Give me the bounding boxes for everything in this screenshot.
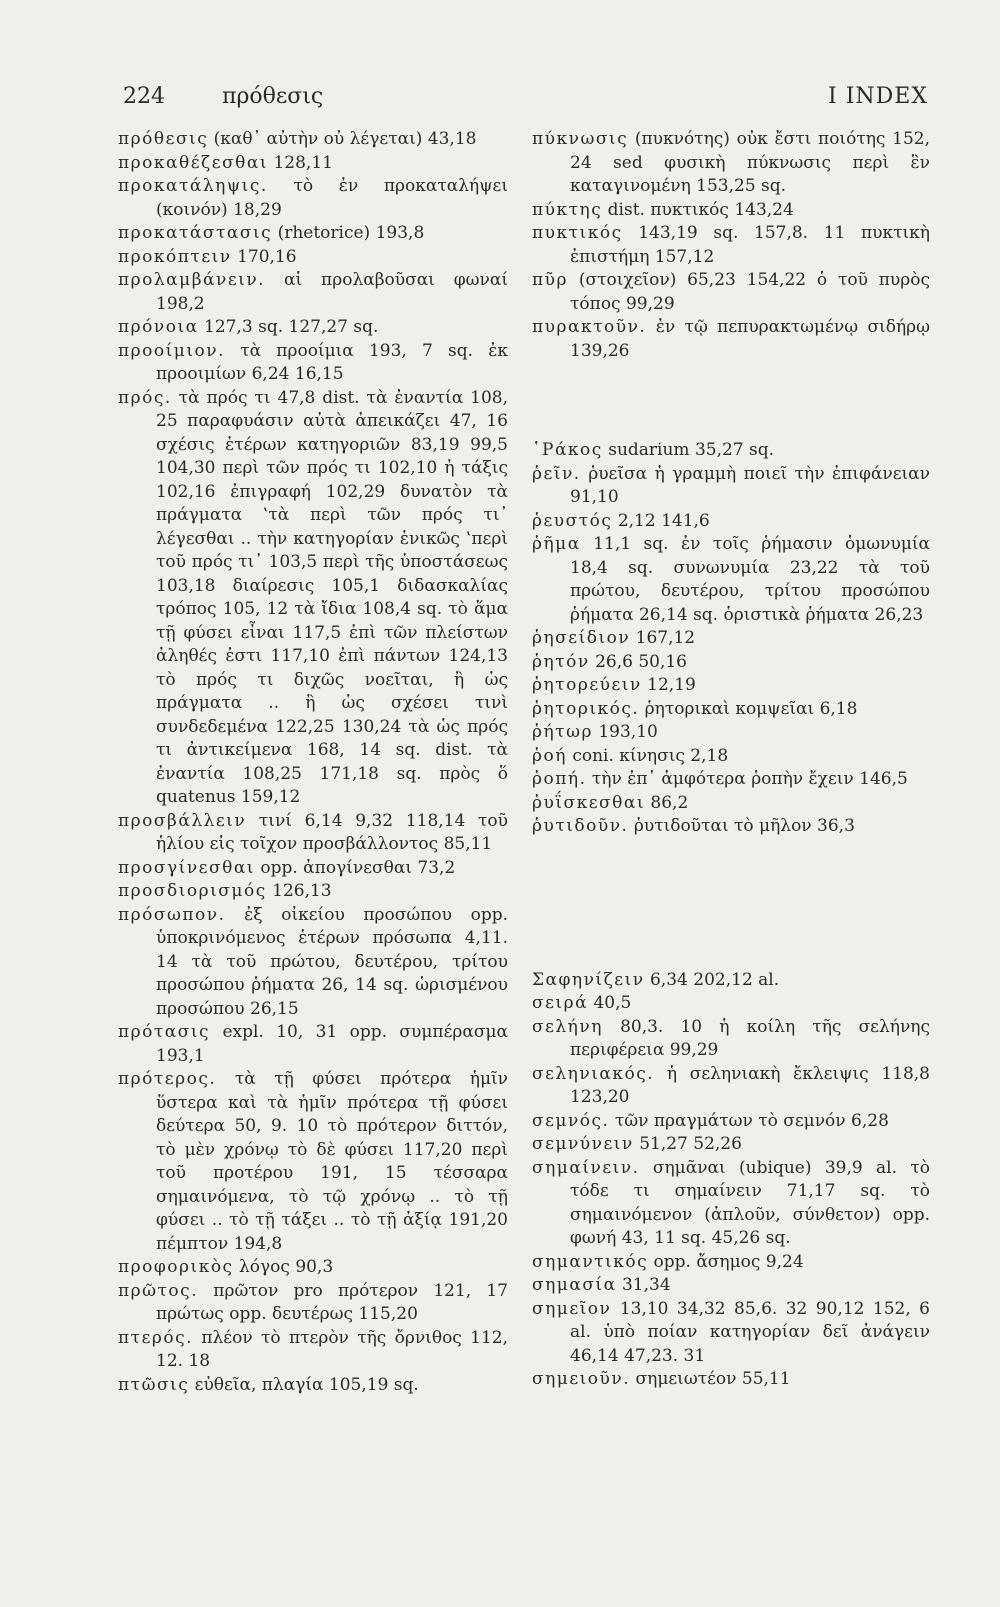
entry-headword: ῥητορεύειν (532, 675, 642, 695)
index-entry (532, 651, 930, 675)
entry-references: ἡ σεληνιακὴ ἔκλειψις 118,8 123,20 (570, 1063, 930, 1107)
index-entry (532, 128, 930, 199)
entry-references: 170,16 (237, 246, 297, 267)
entry-references: σημειωτέον 55,11 (635, 1369, 791, 1389)
index-entry (532, 1274, 930, 1298)
entry-headword: ῥήτωρ (532, 722, 593, 742)
entry-references: αἱ προλαβοῦσαι φωναί 198,2 (156, 270, 508, 314)
entry-references: 31,34 (621, 1275, 671, 1295)
index-group-pi (532, 128, 930, 363)
entry-references: 80,3. 10 ἡ κοίλη τῆς σελήνης περιφέρεια 99,29 (570, 1016, 930, 1060)
entry-headword: ῥυΐσκεσθαι (532, 792, 646, 813)
entry-headword: προκαθέζεσθαι (118, 152, 269, 173)
index-entry (532, 199, 930, 223)
entry-headword: πρός. (118, 387, 172, 408)
entry-headword: πρόθεσις (118, 129, 209, 149)
index-group-sigma (532, 969, 930, 1392)
entry-references: λόγος 90,3 (239, 1257, 334, 1277)
index-entry (118, 269, 508, 316)
entry-headword: Σαφηνίζειν (532, 969, 645, 990)
index-entry (532, 269, 930, 316)
entry-headword: προσδιορισμός (118, 881, 267, 901)
entry-references: 143,19 sq. 157,8. 11 πυκτικὴ ἐπιστήμη 157,12 (570, 223, 930, 267)
index-entry (118, 810, 508, 857)
left-column (118, 128, 508, 1397)
entry-headword: πῦρ (532, 270, 569, 290)
entry-references: 126,13 (272, 881, 332, 901)
index-entry (532, 316, 930, 363)
entry-references: 26,6 50,16 (595, 651, 687, 672)
index-entry (532, 463, 930, 510)
entry-headword: προσβάλλειν (118, 810, 247, 831)
entry-headword: ῥεῖν. (532, 463, 581, 484)
index-entry (118, 1327, 508, 1374)
entry-references: τῶν πραγμάτων τὸ σεμνόν 6,28 (614, 1110, 889, 1131)
index-entry (532, 698, 930, 722)
index-entry (118, 222, 508, 246)
entry-headword: σελήνη (532, 1016, 603, 1037)
entry-headword: προφορικὸς (118, 1257, 234, 1277)
entry-headword: προσγίνεσθαι (118, 857, 255, 878)
section-title: I INDEX (828, 84, 928, 109)
index-entry (118, 1021, 508, 1068)
index-entry (532, 439, 930, 463)
index-entry (118, 1374, 508, 1398)
index-entry (118, 1256, 508, 1280)
index-entry (118, 128, 508, 152)
entry-headword: προκατάστασις (118, 223, 273, 243)
entry-headword: σημειοῦν. (532, 1369, 631, 1389)
entry-headword: ῾Ράκος (532, 440, 603, 460)
entry-references: τὰ πρός τι 47,8 dist. τὰ ἐναντία 108, 25 παραφυάσιν αὐτὰ ἀπεικάζει 47, 16 σχέσις ἑτέρων κατηγοριῶν 83,19 99,5 104,30 περὶ τῶν πρός τι 102,10 ἡ τάξις 102,16 ἐπιγραφή 102,29 δυνατὸν τὰ πράγματα ‛τὰ περὶ τῶν πρός τι᾽ λέγεσθαι .. τὴν κατηγορίαν ἑνικῶς ‛περὶ τοῦ πρός τι᾽ 103,5 περὶ τῆς ὑποστάσεως 103,18 διαίρεσις 105,1 διδασκαλίας τρόπος 105, 12 τὰ ἴδια 108,4 sq. τὸ ἅμα τῇ φύσει εἶναι 117,5 ἐπὶ τῶν πλείστων ἀληθές ἐστι 117,10 ἐπὶ πάντων 124,13 τὸ πρός τι διχῶς νοεῖται, ἢ ὡς πράγματα .. ἢ ὡς σχέσει τινὶ συνδεδεμένα 122,25 130,24 τὰ ὡς πρός τι ἀντικείμενα 168, 14 sq. dist. τὰ ἐναντία 108,25 171,18 sq. πρὸς ὅ quatenus 159,12 (156, 387, 508, 807)
entry-references: 167,12 (635, 628, 696, 648)
entry-headword: ῥευστός (532, 510, 613, 531)
index-entry (118, 387, 508, 810)
entry-headword: ῥοή (532, 745, 567, 766)
index-entry (118, 1068, 508, 1256)
index-entry (118, 175, 508, 222)
entry-references: πλέον τὸ πτερὸν τῆς ὄρνιθος 112, 12. 18 (156, 1327, 508, 1371)
entry-headword: πύκτης (532, 199, 603, 220)
entry-headword: προκατάληψις. (118, 176, 268, 196)
entry-headword: πυκτικός (532, 223, 623, 243)
entry-references: σημᾶναι (ubique) 39,9 al. τὸ τόδε τι σημαίνειν 71,17 sq. τὸ σημαινόμενον (ἁπλοῦν, σύνθετον) opp. φωνή 43, 11 sq. 45,26 sq. (570, 1157, 930, 1248)
index-entry (532, 1110, 930, 1134)
entry-references: πρῶτον pro πρότερον 121, 17 πρώτως opp. δευτέρως 115,20 (156, 1280, 508, 1324)
right-column (532, 128, 930, 1392)
index-entry (118, 857, 508, 881)
entry-references: 40,5 (593, 993, 632, 1013)
entry-references: (καθ᾽ αὐτὴν οὐ λέγεται) 43,18 (213, 129, 477, 149)
entry-headword: σεληνιακός. (532, 1063, 655, 1084)
entry-headword: πρῶτος. (118, 1280, 199, 1301)
index-entry (532, 721, 930, 745)
entry-references: 12,19 (647, 675, 696, 695)
index-entry (532, 533, 930, 627)
entry-headword: πρότασις (118, 1022, 211, 1042)
entry-headword: προοίμιον. (118, 340, 225, 361)
entry-headword: ῥησείδιον (532, 628, 631, 648)
entry-headword: σημεῖον (532, 1298, 612, 1319)
entry-references: ἐξ οἰκείου προσώπου opp. ὑποκρινόμενος ἑτέρων πρόσωπα 4,11. 14 τὰ τοῦ πρώτου, δευτέρου, τρίτου προσώπου ῥήματα 26, 14 sq. ὡρισμένου προσώπου 26,15 (156, 904, 509, 1019)
entry-references: opp. ἄσημος 9,24 (653, 1251, 804, 1272)
index-entry (532, 815, 930, 839)
entry-references: τὰ τῇ φύσει πρότερα ἡμῖν ὕστερα καὶ τὰ ἡμῖν πρότερα τῇ φύσει δεύτερα 50, 9. 10 τὸ πρότερον διττόν, τὸ μὲν χρόνῳ τὸ δὲ φύσει 117,20 περὶ τοῦ προτέρου 191, 15 τέσσαρα σημαινόμενα, τὸ τῷ χρόνῳ .. τὸ τῇ φύσει .. τὸ τῇ τάξει .. τὸ τῇ ἀξίᾳ 191,20 πέμπτον 194,8 (156, 1069, 509, 1254)
entry-headword: πτῶσις (118, 1374, 190, 1395)
index-entry (532, 510, 930, 534)
index-entry (118, 340, 508, 387)
entry-references: 86,2 (650, 792, 689, 813)
entry-headword: πτερός. (118, 1327, 194, 1348)
entry-headword: προκόπτειν (118, 246, 232, 267)
entry-references: coni. κίνησις 2,18 (572, 745, 729, 766)
entry-headword: πρόνοια (118, 317, 199, 337)
index-entry (532, 1251, 930, 1275)
entry-headword: σημαίνειν. (532, 1157, 640, 1178)
entry-references: 2,12 141,6 (617, 510, 710, 531)
running-headword: πρόθεσις (222, 84, 324, 109)
index-entry (532, 1298, 930, 1369)
entry-references: sudarium 35,27 sq. (608, 440, 775, 460)
index-entry (532, 1157, 930, 1251)
entry-headword: ῥῆμα (532, 534, 581, 554)
entry-headword: πύκνωσις (532, 129, 629, 149)
entry-headword: προλαμβάνειν. (118, 270, 266, 290)
entry-headword: πρότερος. (118, 1069, 217, 1089)
entry-references: τινί 6,14 9,32 118,14 τοῦ ἡλίου εἰς τοῖχον προσβάλλοντος 85,11 (156, 810, 508, 854)
entry-references: 51,27 52,26 (639, 1134, 742, 1154)
entry-references: 193,10 (598, 722, 658, 742)
index-entry (118, 316, 508, 340)
entry-headword: ῥητορικός. (532, 698, 640, 719)
index-group-rho (532, 439, 930, 839)
entry-references: expl. 10, 31 opp. συμπέρασμα 193,1 (156, 1022, 509, 1066)
entry-references: τὰ προοίμια 193, 7 sq. ἐκ προοιμίων 6,24 16,15 (156, 340, 508, 384)
entry-references: 128,11 (273, 152, 333, 173)
entry-headword: ῥητόν (532, 651, 590, 672)
index-entry (118, 904, 508, 1022)
index-entry (532, 1133, 930, 1157)
index-entry (118, 1280, 508, 1327)
entry-references: (στοιχεῖον) 65,23 154,22 ὁ τοῦ πυρὸς τόπος 99,29 (570, 270, 931, 314)
page-number: 224 (123, 84, 165, 109)
entry-headword: σεμνύνειν (532, 1134, 634, 1154)
index-entry (118, 880, 508, 904)
entry-references: 6,34 202,12 al. (650, 969, 780, 990)
entry-references: dist. πυκτικός 143,24 (607, 199, 794, 220)
index-entry (532, 222, 930, 269)
entry-references: ῥητορικαὶ κομψεῖαι 6,18 (644, 698, 858, 719)
entry-references: εὐθεῖα, πλαγία 105,19 sq. (194, 1374, 419, 1395)
index-entry (532, 1016, 930, 1063)
entry-references: 13,10 34,32 85,6. 32 90,12 152, 6 al. ὑπὸ ποίαν κατηγορίαν δεῖ ἀνάγειν 46,14 47,23. 31 (570, 1298, 930, 1366)
index-entry (532, 627, 930, 651)
index-entry (532, 792, 930, 816)
entry-references: 11,1 sq. ἐν τοῖς ῥήμασιν ὁμωνυμία 18,4 sq. συνωνυμία 23,22 τὰ τοῦ πρώτου, δευτέρου, τρίτου προσώπου ῥήματα 26,14 sq. ὁριστικὰ ῥήματα 26,23 (570, 534, 931, 625)
index-entry (532, 745, 930, 769)
entry-references: (rhetorice) 193,8 (277, 223, 425, 243)
entry-headword: ῥυτιδοῦν. (532, 816, 629, 836)
entry-references: τὴν ἐπ᾽ ἀμφότερα ῥοπὴν ἔχειν 146,5 (591, 769, 908, 789)
index-entry (118, 152, 508, 176)
index-entry (532, 674, 930, 698)
entry-headword: σημαντικός (532, 1251, 649, 1272)
entry-references: (πυκνότης) οὐκ ἔστι ποιότης 152, 24 sed φυσικὴ πύκνωσις περὶ ἓν καταγινομένη 153,25 sq. (570, 129, 930, 196)
entry-headword: πρόσωπον. (118, 904, 226, 925)
entry-headword: σειρά (532, 993, 589, 1013)
entry-references: ῥυτιδοῦται τὸ μῆλον 36,3 (633, 816, 855, 836)
entry-references: opp. ἀπογίνεσθαι 73,2 (260, 857, 456, 878)
index-entry (118, 246, 508, 270)
entry-headword: πυρακτοῦν. (532, 317, 647, 337)
entry-references: ἐν τῷ πεπυρακτωμένῳ σιδήρῳ 139,26 (570, 317, 930, 361)
index-entry (532, 768, 930, 792)
index-entry (532, 969, 930, 993)
entry-headword: σεμνός. (532, 1110, 610, 1131)
entry-references: τὸ ἐν προκαταλήψει (κοινόν) 18,29 (156, 176, 508, 220)
index-entry (532, 1368, 930, 1392)
index-entry (532, 1063, 930, 1110)
entry-references: 127,3 sq. 127,27 sq. (204, 317, 379, 337)
entry-headword: ῥοπή. (532, 769, 587, 789)
index-entry (532, 992, 930, 1016)
entry-references: ῥυεῖσα ἡ γραμμὴ ποιεῖ τὴν ἐπιφάνειαν 91,10 (570, 463, 930, 507)
entry-headword: σημασία (532, 1275, 617, 1295)
